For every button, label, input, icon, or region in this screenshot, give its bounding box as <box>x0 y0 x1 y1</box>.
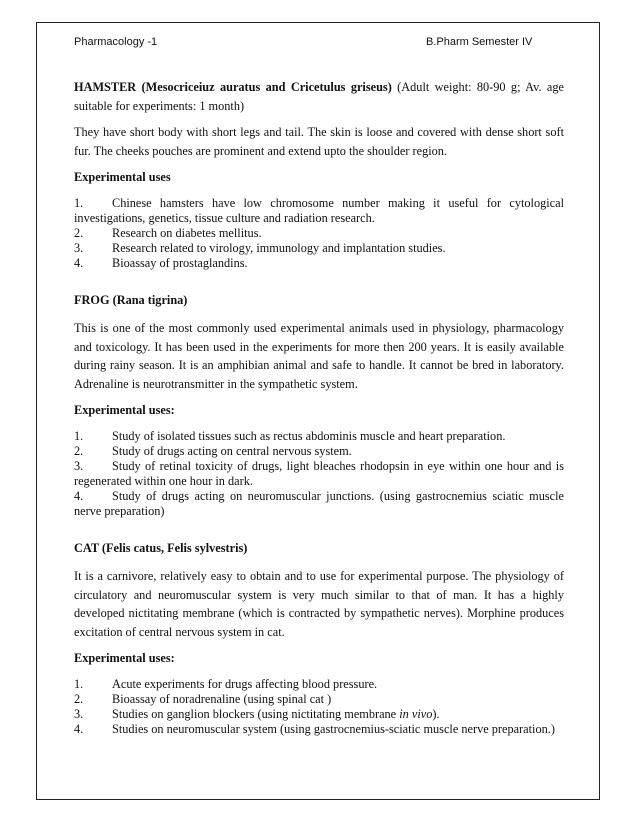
hamster-title-name: HAMSTER (Mesocriceiuz auratus and Cricetulus griseus) <box>74 80 392 94</box>
list-number: 2. <box>74 444 84 458</box>
header-course: Pharmacology -1 <box>74 36 158 48</box>
cat-uses-heading: Experimental uses: <box>74 651 175 665</box>
cat-title: CAT (Felis catus, Felis sylvestris) <box>74 541 248 555</box>
list-item <box>74 722 564 737</box>
list-item <box>74 677 564 692</box>
list-item <box>74 444 564 459</box>
list-number: 4. <box>74 489 84 503</box>
document-body <box>74 78 564 737</box>
frog-uses-list <box>74 429 564 519</box>
list-text: Bioassay of noradrenaline (using spinal cat ) <box>112 692 332 706</box>
hamster-uses-list <box>74 196 564 271</box>
list-text: Study of drugs acting on central nervous system. <box>112 444 352 458</box>
list-number: 2. <box>74 226 84 240</box>
cat-description: It is a carnivore, relatively easy to obtain and to use for experimental purpose. The physiology of circulatory and neuromuscular system is very much similar to that of man. It has a highly developed nictitating membrane (which is contracted by sympathetic nerves). Morphine produces excitation of central nervous system in cat. <box>74 569 564 639</box>
frog-description: This is one of the most commonly used experimental animals used in physiology, pharmacology and toxicology. It has been used in the experiments for more then 200 years. It is easily available during rainy season. It is an amphibian animal and safe to handle. It cannot be bred in laboratory. Adrenaline is neurotransmitter in the sympathetic system. <box>74 321 564 391</box>
list-text-italic: in vivo <box>399 707 433 721</box>
header-semester: B.Pharm Semester IV <box>426 36 533 48</box>
list-item <box>74 256 564 271</box>
list-text-start: Studies on ganglion blockers (using nictitating membrane <box>112 707 400 721</box>
list-item <box>74 489 564 519</box>
list-item <box>74 226 564 241</box>
list-text: Research on diabetes mellitus. <box>112 226 262 240</box>
list-text: Research related to virology, immunology and implantation studies. <box>112 241 446 255</box>
list-text: Studies on neuromuscular system (using gastrocnemius-sciatic muscle nerve preparation.) <box>112 722 555 736</box>
list-item <box>74 241 564 256</box>
list-item <box>74 196 564 226</box>
list-item <box>74 429 564 444</box>
list-number: 1. <box>74 196 84 210</box>
frog-title: FROG (Rana tigrina) <box>74 293 188 307</box>
list-text: Study of retinal toxicity of drugs, light bleaches rhodopsin in eye within one hour and is regenerated within one hour in dark. <box>74 459 564 488</box>
list-item <box>74 459 564 489</box>
list-number: 2. <box>74 692 84 706</box>
list-number: 1. <box>74 429 84 443</box>
list-number: 3. <box>74 707 84 721</box>
list-number: 4. <box>74 722 84 736</box>
hamster-title-details: (Adult weight: 80-90 g; Av. age suitable for experiments: 1 month) <box>74 80 564 113</box>
list-item <box>74 707 564 722</box>
cat-uses-list <box>74 677 564 737</box>
list-text: Chinese hamsters have low chromosome number making it useful for cytological investigations, genetics, tissue culture and radiation research. <box>74 196 564 225</box>
hamster-description: They have short body with short legs and tail. The skin is loose and covered with dense short soft fur. The cheeks pouches are prominent and extend upto the shoulder region. <box>74 125 564 158</box>
page-header <box>74 36 564 52</box>
list-text: Study of drugs acting on neuromuscular junctions. (using gastrocnemius sciatic muscle nerve preparation) <box>74 489 564 518</box>
list-text-end: ). <box>432 707 440 721</box>
list-text: Acute experiments for drugs affecting blood pressure. <box>112 677 378 691</box>
list-number: 3. <box>74 241 84 255</box>
list-number: 4. <box>74 256 84 270</box>
list-item <box>74 692 564 707</box>
list-text: Bioassay of prostaglandins. <box>112 256 248 270</box>
list-number: 3. <box>74 459 84 473</box>
hamster-uses-heading: Experimental uses <box>74 170 171 184</box>
frog-uses-heading: Experimental uses: <box>74 403 175 417</box>
list-text: Study of isolated tissues such as rectus abdominis muscle and heart preparation. <box>112 429 506 443</box>
hamster-title <box>74 78 564 115</box>
list-number: 1. <box>74 677 84 691</box>
